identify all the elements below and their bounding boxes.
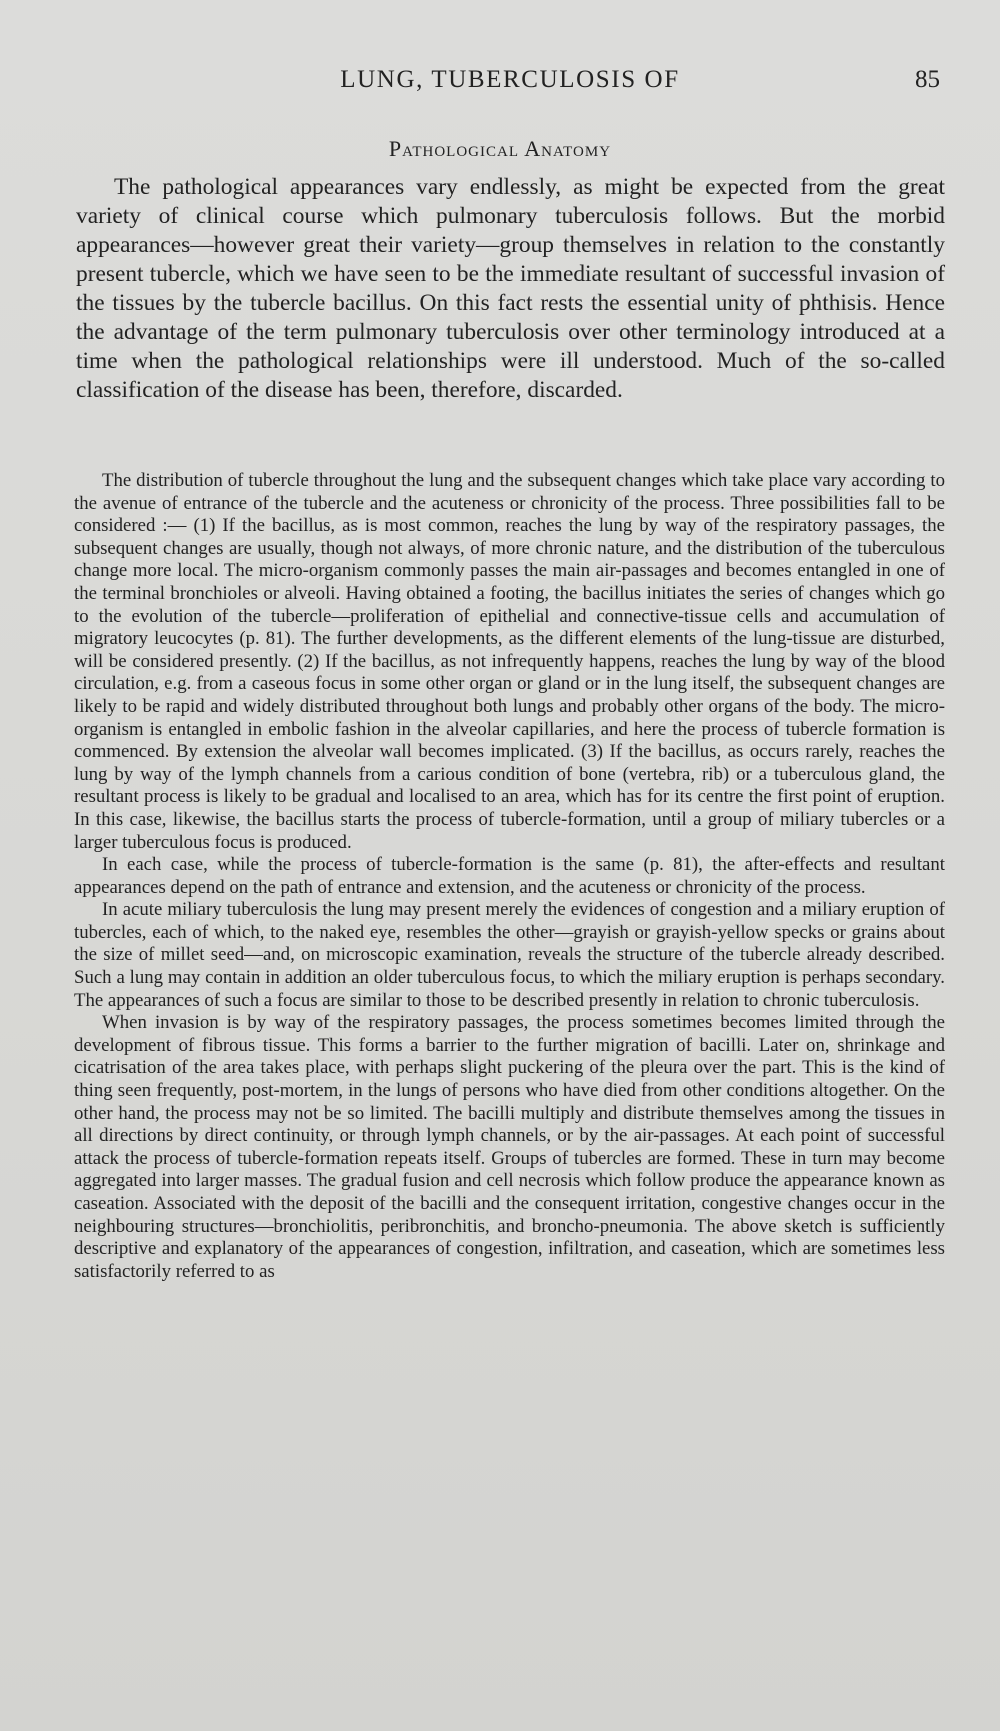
paragraph-intro: The pathological appearances vary endlessly, as might be expected from the great variety of clinical course which pulmonary tuberculosis follows. But the morbid appearances—however great their variety—group themselves in relation to the constantly present tubercle, which we have seen to be the immediate resultant of successful invasion of the tissues by the tubercle bacillus. On this fact rests the essential unity of phthisis. Hence the advantage of the term pulmonary tuberculosis over other terminology introduced at a time when the pathological relationships were ill understood. Much of the so-called classification of the disease has been, therefore, discarded. xyxy=(76,174,945,403)
paragraph-each-case: In each case, while the process of tubercle-formation is the same (p. 81), the after-effects and resultant appearances depend on the path of entrance and extension, and the acuteness or chronicity of the process. xyxy=(74,854,945,898)
paragraph-distribution: The distribution of tubercle throughout the lung and the subsequent changes which take place vary according to the avenue of entrance of the tubercle and the acuteness or chronicity of the process. Three possibilities fall to be considered :— (1) If the bacillus, as is most common, reaches the lung by way of the respiratory passages, the subsequent changes are usually, though not always, of more chronic nature, and the distribution of the tuberculous change more local. The micro-organism commonly passes the main air-passages and becomes entangled in one of the terminal bronchioles or alveoli. Having obtained a footing, the bacillus initiates the series of changes which go to the evolution of the tubercle—proliferation of epithelial and connective-tissue cells and accumulation of migratory leucocytes (p. 81). The further developments, as the different elements of the lung-tissue are disturbed, will be considered presently. (2) If the bacillus, as not infrequently happens, reaches the lung by way of the blood circulation, e.g. from a caseous focus in some other organ or gland or in the lung itself, the subsequent changes are likely to be rapid and widely distributed throughout both lungs and probably other organs of the body. The micro-organism is entangled in embolic fashion in the alveolar capillaries, and here the process of tubercle formation is commenced. By extension the alveolar wall becomes implicated. (3) If the bacillus, as occurs rarely, reaches the lung by way of the lymph channels from a carious condition of bone (vertebra, rib) or a tuberculous gland, the resultant process is likely to be gradual and localised to an area, which has for its centre the first point of eruption. In this case, likewise, the bacillus starts the process of tubercle-formation, until a group of miliary tubercles or a larger tuberculous focus is produced. xyxy=(74,470,945,853)
running-title: LUNG, TUBERCULOSIS OF xyxy=(340,66,680,93)
paragraph-acute-miliary: In acute miliary tuberculosis the lung may present merely the evidences of congestion and a miliary eruption of tubercles, each of which, to the naked eye, resembles the other—grayish or grayish-yellow specks or grains about the size of millet seed—and, on microscopic examination, reveals the structure of the tubercle already described. Such a lung may contain in addition an older tuberculous focus, to which the miliary eruption is perhaps secondary. The appearances of such a focus are similar to those to be described presently in relation to chronic tuberculosis. xyxy=(74,899,945,1011)
section-title: Pathological Anatomy xyxy=(388,136,612,161)
running-head xyxy=(80,66,940,106)
paragraph-respiratory-invasion: When invasion is by way of the respiratory passages, the process sometimes becomes limited through the development of fibrous tissue. This forms a barrier to the further migration of bacilli. Later on, shrinkage and cicatrisation of the area takes place, with perhaps slight puckering of the pleura over the part. This is the kind of thing seen frequently, post-mortem, in the lungs of persons who have died from other conditions altogether. On the other hand, the process may not be so limited. The bacilli multiply and distribute themselves among the tissues in all directions by direct continuity, or through lymph channels, or by the air-passages. At each point of successful attack the process of tubercle-formation repeats itself. Groups of tubercles are formed. These in turn may become aggregated into larger masses. The gradual fusion and cell necrosis which follow produce the appearance known as caseation. Associated with the deposit of the bacilli and the consequent irritation, congestive changes occur in the neighbouring structures—bronchiolitis, peribronchitis, and broncho-pneumonia. The above sketch is sufficiently descriptive and explanatory of the appearances of congestion, infiltration, and caseation, which are sometimes less satisfactorily referred to as xyxy=(74,1012,945,1282)
body-text-block xyxy=(74,470,945,1283)
page-number: 85 xyxy=(915,66,940,93)
